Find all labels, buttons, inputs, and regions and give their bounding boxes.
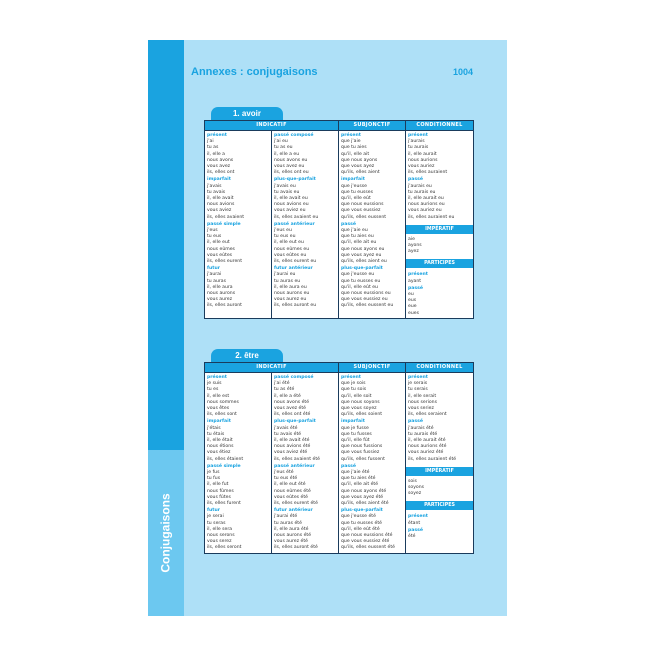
conjugated-form: que j'aie [341, 139, 361, 145]
conjugated-form: vous étiez [207, 450, 231, 456]
conjugated-form: il, elle serait [408, 393, 437, 399]
table-header-row [205, 363, 473, 372]
conjugated-form: j'ai été [274, 381, 290, 387]
column-subjonctif [339, 131, 406, 318]
conjugated-form: nous eûmes [207, 246, 235, 252]
conjugated-form: ils, elles avaient eu [274, 214, 319, 220]
conjugated-form: qu'ils, elles eussent eu [341, 303, 394, 309]
conjugated-form: tu aurais été [408, 431, 438, 437]
tense-label: présent [408, 514, 428, 520]
conjugated-form: j'avais eu [274, 183, 296, 189]
conjugated-form: que vous eussiez [341, 208, 381, 214]
conjugated-form: ils, elles auraient [408, 170, 448, 176]
conjugated-form: nous fûmes [207, 488, 234, 494]
conjugated-form: tu serais [408, 387, 428, 393]
conjugated-form: qu'il, elle eût eu [341, 284, 378, 290]
conjugated-form: nous aurions été [408, 444, 447, 450]
tense-label: passé composé [274, 133, 314, 138]
conjugated-form: nous serons [207, 533, 235, 539]
column-conditionnel [406, 373, 473, 553]
conjugated-form: que tu aies été [341, 476, 376, 482]
conjugated-form: qu'il, elle eût été [341, 526, 380, 532]
conjugated-form: que tu aies eu [341, 234, 374, 240]
conjugated-form: tu avais eu [274, 189, 300, 195]
conjugated-form: ils, elles ont eu [274, 170, 309, 176]
conjugated-form: vous aviez été [274, 450, 308, 456]
conjugated-form: il, elle aurait [408, 151, 437, 157]
conjugated-form: que nous eussions été [341, 533, 393, 539]
header-participes: PARTICIPES [406, 259, 473, 268]
header-imperatif: IMPÉRATIF [406, 225, 473, 234]
conjugated-form: que vous eussiez eu [341, 297, 388, 303]
conjugated-form: j'eus [207, 228, 218, 234]
conjugated-form: que nous fussions [341, 444, 383, 450]
conjugated-form: que tu eusses eu [341, 278, 381, 284]
conjugated-form: eu [408, 292, 414, 298]
conjugated-form: sois [408, 478, 417, 484]
conjugated-form: vous êtes [207, 406, 230, 412]
tense-label: imparfait [341, 419, 365, 425]
conjugated-form: vous auriez eu [408, 208, 442, 214]
table-columns [205, 130, 473, 318]
sidebar-label-text: Conjugaisons [159, 493, 173, 573]
conjugated-form: tu as eu [274, 145, 293, 151]
tense-label: plus-que-parfait [341, 508, 383, 514]
conjugated-form: qu'ils, elles eussent été [341, 545, 395, 551]
conjugated-form: il, elle est [207, 393, 230, 399]
tense-label: présent [341, 375, 361, 380]
tense-label: passé simple [207, 463, 241, 469]
conjugated-form: que nous ayons été [341, 488, 387, 494]
conjugated-form: vous avez [207, 164, 231, 170]
conjugated-form: que vous fussiez [341, 450, 380, 456]
conjugated-form: vous seriez [408, 406, 434, 412]
conjugated-form: qu'ils, elles fussent [341, 456, 385, 462]
conjugated-form: je suis [207, 381, 222, 387]
tense-label: plus-que-parfait [341, 266, 383, 272]
conjugated-form: que nous ayons eu [341, 246, 385, 252]
conjugated-form: nous aurons [207, 291, 236, 297]
conjugated-form: vous auriez été [408, 450, 444, 456]
verb-tab-title: 2. être [211, 349, 283, 363]
conjugated-form: je serais [408, 381, 428, 387]
column-indicatif-compose [272, 373, 339, 553]
tense-label: futur antérieur [274, 266, 313, 272]
conjugated-form: nous sommes [207, 399, 239, 405]
conjugated-form: que j'aie eu [341, 228, 368, 234]
tense-label: présent [408, 133, 428, 138]
conjugated-form: j'eus été [274, 470, 294, 476]
conjugated-form: tu as [207, 145, 219, 151]
conjugated-form: que je sois [341, 381, 366, 387]
participes-block [406, 512, 473, 541]
conjugated-form: il, elle a été [274, 393, 301, 399]
conjugated-form: j'aurais eu [408, 183, 432, 189]
conjugated-form: j'étais [207, 425, 221, 431]
conjugated-form: tu eus [207, 234, 222, 240]
header-subjonctif: SUBJONCTIF [339, 121, 406, 130]
conjugated-form: vous aviez [207, 208, 232, 214]
conjugated-form: je fus [207, 470, 220, 476]
conjugated-form: nous eûmes été [274, 488, 311, 494]
conjugated-form: qu'il, elle soit [341, 393, 372, 399]
imperatif-block [406, 236, 473, 257]
conjugated-form: qu'il, elle ait [341, 151, 370, 157]
conjugated-form: il, elle avait eu [274, 196, 308, 202]
conjugation-table [204, 362, 474, 554]
header-subjonctif: SUBJONCTIF [339, 363, 406, 372]
conjugated-form: tu aurais [408, 145, 429, 151]
conjugated-form: nous aurons eu [274, 291, 310, 297]
conjugated-form: j'aurais été [408, 425, 434, 431]
header-conditionnel: CONDITIONNEL [406, 363, 473, 372]
tense-label: plus-que-parfait [274, 177, 316, 183]
conjugated-form: il, elle fut [207, 482, 229, 488]
conjugated-form: ils, elles avaient [207, 214, 245, 220]
header-participes: PARTICIPES [406, 501, 473, 510]
conjugated-form: tu étais [207, 431, 225, 437]
conjugated-form: vous auriez [408, 164, 435, 170]
conjugated-form: que j'eusse [341, 183, 368, 189]
conjugated-form: que tu eusses [341, 189, 374, 195]
tense-label: passé antérieur [274, 463, 315, 469]
conjugated-form: ils, elles étaient [207, 456, 244, 462]
conjugated-form: tu eus été [274, 476, 298, 482]
conjugated-form: que tu eusses été [341, 520, 382, 526]
conjugated-form: ayons [408, 243, 422, 249]
conjugated-form: nous avions eu [274, 202, 309, 208]
conjugated-form: que vous ayez été [341, 494, 384, 500]
conjugated-form: j'aurai [207, 272, 222, 278]
conjugated-form: que nous soyons [341, 399, 380, 405]
tense-label: passé [408, 285, 423, 291]
conjugated-form: vous eûtes eu [274, 252, 307, 258]
conjugated-form: il, elle sera [207, 526, 233, 532]
conjugated-form: que tu sois [341, 387, 367, 393]
conjugated-form: soyez [408, 491, 422, 497]
header-imperatif: IMPÉRATIF [406, 467, 473, 476]
header-indicatif: INDICATIF [205, 363, 339, 372]
conjugated-form: ils, elles eurent eu [274, 259, 317, 265]
conjugated-form: il, elle aurait été [408, 438, 446, 444]
imperatif-block [406, 478, 473, 499]
conjugated-form: nous serions [408, 399, 437, 405]
conjugated-form: il, elle avait [207, 196, 234, 202]
tense-label: présent [341, 133, 361, 138]
conjugated-form: vous aurez eu [274, 297, 307, 303]
page-number: 1004 [452, 67, 473, 77]
conjugated-form: qu'ils, elles eussent [341, 214, 387, 220]
tense-label: passé simple [207, 221, 241, 227]
tense-label: plus-que-parfait [274, 419, 316, 425]
conjugated-form: vous fûtes [207, 494, 231, 500]
conjugated-form: il, elle a [207, 151, 225, 157]
conjugated-form: ils, elles eurent [207, 259, 242, 265]
table-columns [205, 372, 473, 553]
conjugated-form: j'ai [207, 139, 214, 145]
conjugated-form: qu'ils, elles aient été [341, 501, 389, 507]
conjugated-form: tu es [207, 387, 219, 393]
conjugated-form: tu avais [207, 189, 226, 195]
column-indicatif-simple [205, 131, 272, 318]
header-indicatif: INDICATIF [205, 121, 339, 130]
book-page [148, 40, 507, 616]
conjugated-form: que nous eussions [341, 202, 384, 208]
conjugated-form: ils, elles auront [207, 303, 242, 309]
tense-label: présent [408, 272, 428, 278]
conjugated-form: il, elle aura eu [274, 284, 307, 290]
conjugated-form: aie [408, 236, 415, 242]
verb-tab-title: 1. avoir [211, 107, 283, 121]
conjugated-form: qu'il, elle ait été [341, 482, 379, 488]
conjugated-form: vous avez eu [274, 164, 305, 170]
conjugated-form: il, elle aurait eu [408, 196, 444, 202]
page-title: Annexes : conjugaisons [191, 66, 318, 78]
conjugated-form: nous avons été [274, 399, 310, 405]
conditionnel-block [406, 373, 473, 464]
conjugated-form: il, elle était [207, 438, 233, 444]
header-conditionnel: CONDITIONNEL [406, 121, 473, 130]
conjugated-form: j'ai eu [274, 139, 288, 145]
conjugated-form: il, elle aura [207, 284, 233, 290]
tense-label: passé antérieur [274, 221, 315, 227]
column-subjonctif [339, 373, 406, 553]
conjugated-form: nous étions [207, 444, 234, 450]
tense-label: futur antérieur [274, 508, 313, 514]
column-indicatif-simple [205, 373, 272, 553]
conjugated-form: nous avons eu [274, 157, 308, 163]
conjugated-form: que vous ayez eu [341, 252, 382, 258]
conjugated-form: vous eûtes été [274, 494, 308, 500]
conjugated-form: que je fusse [341, 425, 369, 431]
conjugated-form: vous aurez été [274, 539, 308, 545]
conjugated-form: ils, elles sont [207, 412, 237, 418]
conjugated-form: ayez [408, 249, 419, 255]
conjugated-form: ils, elles ont été [274, 412, 311, 418]
conjugated-form: vous aurez [207, 297, 233, 303]
conjugated-form: j'avais été [274, 425, 298, 431]
conjugated-form: tu auras eu [274, 278, 301, 284]
conjugated-form: j'aurai été [274, 514, 298, 520]
conjugated-form: que nous eussions eu [341, 291, 391, 297]
conjugated-form: eue [408, 304, 417, 310]
tense-label: futur [207, 266, 221, 272]
conjugated-form: ils, elles auraient été [408, 456, 457, 462]
conjugated-form: qu'il, elle fût [341, 438, 370, 444]
conjugated-form: ils, elles furent [207, 501, 241, 507]
tense-label: passé composé [274, 375, 314, 380]
column-indicatif-compose [272, 131, 339, 318]
conjugated-form: vous serez [207, 539, 232, 545]
conjugated-form: tu eus eu [274, 234, 296, 240]
conjugated-form: tu fus [207, 476, 221, 482]
conjugated-form: été [408, 534, 416, 540]
tense-label: passé [341, 463, 356, 469]
conjugated-form: ils, elles auraient eu [408, 214, 455, 220]
column-conditionnel [406, 131, 473, 318]
conjugated-form: il, elle eut [207, 240, 230, 246]
conjugated-form: nous aurions [408, 157, 438, 163]
conjugated-form: vous aviez eu [274, 208, 306, 214]
conjugated-form: ils, elles seront [207, 545, 242, 551]
conjugated-form: il, elle eut été [274, 482, 306, 488]
conjugated-form: tu seras [207, 520, 226, 526]
tense-label: présent [207, 133, 227, 138]
tense-label: passé [341, 221, 356, 227]
conjugation-table [204, 120, 474, 319]
conjugated-form: vous eûtes [207, 252, 233, 258]
tense-label: présent [408, 375, 428, 380]
conjugated-form: il, elle aura été [274, 526, 309, 532]
conjugated-form: que j'aie été [341, 470, 370, 476]
conjugated-form: eus [408, 298, 417, 304]
conjugated-form: nous avons [207, 157, 234, 163]
conjugated-form: que vous soyez [341, 406, 377, 412]
participes-block [406, 270, 473, 317]
conjugated-form: ayant [408, 278, 422, 284]
conjugated-form: il, elle eut eu [274, 240, 304, 246]
conjugated-form: qu'ils, elles aient eu [341, 259, 387, 265]
conjugated-form: ils, elles auront eu [274, 303, 317, 309]
conjugated-form: ils, elles auront été [274, 545, 318, 551]
conjugated-form: eues [408, 310, 419, 316]
conjugated-form: que tu fusses [341, 431, 372, 437]
conjugated-form: soyons [408, 485, 425, 491]
conjugated-form: nous avions [207, 202, 235, 208]
conjugated-form: nous aurions eu [408, 202, 445, 208]
conjugated-form: ils, elles avaient été [274, 456, 321, 462]
conjugated-form: tu as été [274, 387, 295, 393]
sidebar-label [148, 450, 184, 616]
tense-label: passé [408, 527, 423, 533]
conjugated-form: je serai [207, 514, 224, 520]
tense-label: imparfait [207, 177, 231, 183]
conjugated-form: ils, elles seraient [408, 412, 447, 418]
conditionnel-block [406, 131, 473, 222]
conjugated-form: que j'eusse eu [341, 272, 375, 278]
conjugated-form: j'aurais [408, 139, 425, 145]
conjugated-form: que vous eussiez été [341, 539, 390, 545]
conjugated-form: ils, elles ont [207, 170, 235, 176]
tense-label: présent [207, 375, 227, 380]
conjugated-form: qu'il, elle ait eu [341, 240, 377, 246]
conjugated-form: ils, elles eurent été [274, 501, 318, 507]
conjugated-form: j'avais [207, 183, 222, 189]
conjugated-form: tu auras été [274, 520, 302, 526]
conjugated-form: nous aurons été [274, 533, 312, 539]
tense-label: futur [207, 508, 221, 514]
conjugated-form: nous eûmes eu [274, 246, 310, 252]
conjugated-form: que tu aies [341, 145, 367, 151]
conjugated-form: nous avions été [274, 444, 311, 450]
conjugated-form: qu'ils, elles aient [341, 170, 380, 176]
conjugated-form: qu'ils, elles soient [341, 412, 383, 418]
conjugated-form: que vous ayez [341, 164, 375, 170]
tense-label: passé [408, 177, 423, 183]
sidebar-band-top [148, 40, 184, 450]
tense-label: imparfait [341, 177, 365, 183]
conjugated-form: il, elle a eu [274, 151, 300, 157]
conjugated-form: que nous ayons [341, 157, 378, 163]
conjugated-form: il, elle avait été [274, 438, 310, 444]
tense-label: passé [408, 419, 423, 425]
conjugated-form: j'aurai eu [274, 272, 296, 278]
conjugated-form: que j'eusse été [341, 514, 376, 520]
tense-label: imparfait [207, 419, 231, 425]
conjugated-form: tu avais été [274, 431, 302, 437]
conjugated-form: qu'il, elle eût [341, 196, 371, 202]
conjugated-form: j'eus eu [274, 228, 292, 234]
conjugated-form: tu aurais eu [408, 189, 436, 195]
conjugated-form: tu auras [207, 278, 226, 284]
table-header-row [205, 121, 473, 130]
conjugated-form: étant [408, 520, 421, 526]
conjugated-form: vous avez été [274, 406, 306, 412]
